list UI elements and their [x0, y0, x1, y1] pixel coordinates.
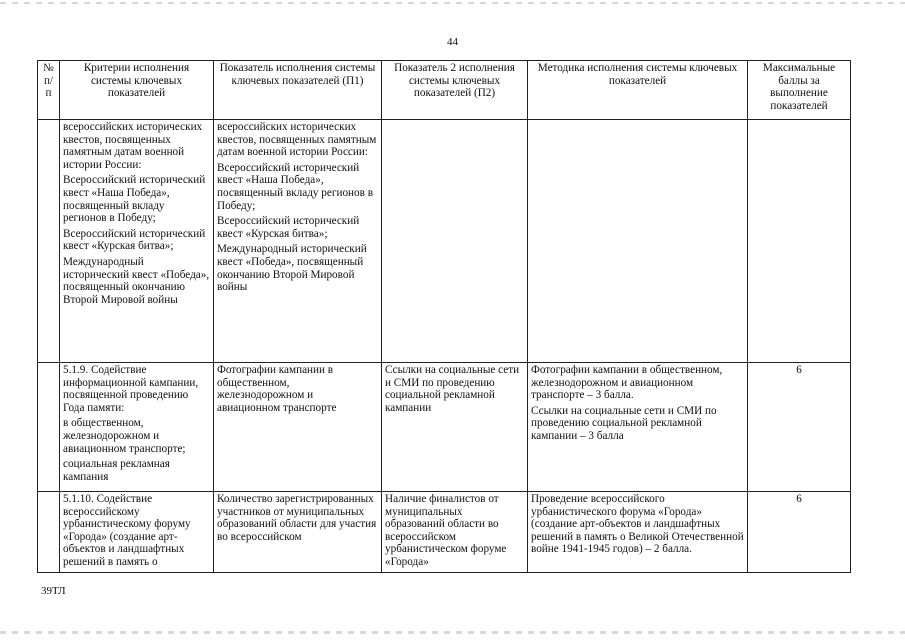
criteria-paragraph: в общественном, железнодорожном и авиационном транспорте;	[63, 417, 186, 455]
criteria-paragraph: 5.1.9. Содействие информационной кампании, посвященной проведению Года памяти:	[63, 364, 199, 414]
p1-paragraph: всероссийских исторических квестов, посвященных памятным датам военной истории России:	[217, 121, 377, 159]
criteria-paragraph: Всероссийский исторический квест «Курская битва»;	[63, 227, 206, 253]
p1-paragraph: Количество зарегистрированных участников от муниципальных образований области для участия во всероссийском	[217, 493, 377, 543]
criteria-paragraph: социальная рекламная кампания	[63, 458, 170, 483]
header-score: Максимальные баллы за выполнение показателей	[748, 61, 851, 120]
header-num: № п/п	[38, 61, 60, 120]
page-number: 44	[447, 36, 458, 48]
cell-p2	[382, 492, 528, 573]
cell-score	[748, 120, 851, 363]
header-p2: Показатель 2 исполнения системы ключевых показателей (П2)	[382, 61, 528, 120]
table-row	[38, 120, 851, 363]
cell-method	[528, 492, 748, 573]
cell-p1	[214, 363, 382, 492]
cell-score: 6	[748, 492, 851, 573]
criteria-paragraph: Всероссийский исторический квест «Наша Победа», посвященный вкладу регионов в Победу;	[63, 174, 206, 225]
p1-paragraph: Всероссийский исторический квест «Курская битва»;	[217, 215, 360, 240]
cell-score: 6	[748, 363, 851, 492]
p1-paragraph: Международный исторический квест «Победа», посвященный окончанию Второй Мировой войны	[217, 243, 367, 294]
scan-artifact-top	[0, 2, 905, 4]
header-criteria: Критерии исполнения системы ключевых показателей	[60, 61, 214, 120]
document-code: 39ТЛ	[41, 585, 66, 597]
cell-method	[528, 363, 748, 492]
cell-p2	[382, 120, 528, 363]
cell-criteria	[60, 120, 214, 363]
scan-artifact-bottom	[0, 631, 905, 634]
method-paragraph: Проведение всероссийского урбанистического форума «Города» (создание арт-объектов и ландшафтных решений в память о Великой Отечественной войне 1941-1945 годов) – 2 балла.	[531, 493, 744, 556]
table-row	[38, 363, 851, 492]
cell-p1	[214, 120, 382, 363]
header-method: Методика исполнения системы ключевых показателей	[528, 61, 748, 120]
cell-method	[528, 120, 748, 363]
table-row	[38, 492, 851, 573]
criteria-table	[37, 60, 851, 573]
criteria-paragraph: Международный исторический квест «Победа», посвященный окончанию Второй Мировой войны	[63, 255, 210, 306]
p1-paragraph: Фотографии кампании в общественном, железнодорожном и авиационном транспорте	[217, 364, 337, 414]
table-header-row	[38, 61, 851, 120]
cell-num	[38, 363, 60, 492]
p1-paragraph: Всероссийский исторический квест «Наша Победа», посвященный вкладу регионов в Победу;	[217, 161, 373, 212]
cell-num	[38, 492, 60, 573]
p2-paragraph: Ссылки на социальные сети и СМИ по проведению социальной рекламной кампании	[385, 364, 520, 414]
cell-num	[38, 120, 60, 363]
cell-criteria	[60, 492, 214, 573]
criteria-paragraph: всероссийских исторических квестов, посвященных памятным датам военной истории России:	[63, 121, 203, 171]
header-p1: Показатель исполнения системы ключевых показателей (П1)	[214, 61, 382, 120]
criteria-paragraph: 5.1.10. Содействие всероссийскому урбанистическому форуму «Города» (создание арт-объектов и ландшафтных решений в память о	[63, 493, 191, 568]
cell-p1	[214, 492, 382, 573]
p2-paragraph: Наличие финалистов от муниципальных образований области во всероссийском урбанистическом форуме «Города»	[385, 493, 507, 568]
cell-p2	[382, 363, 528, 492]
method-paragraph: Ссылки на социальные сети и СМИ по проведению социальной рекламной кампании – 3 балла	[531, 404, 717, 442]
cell-criteria	[60, 363, 214, 492]
method-paragraph: Фотографии кампании в общественном, железнодорожном и авиационном транспорте – 3 балла.	[531, 364, 723, 402]
